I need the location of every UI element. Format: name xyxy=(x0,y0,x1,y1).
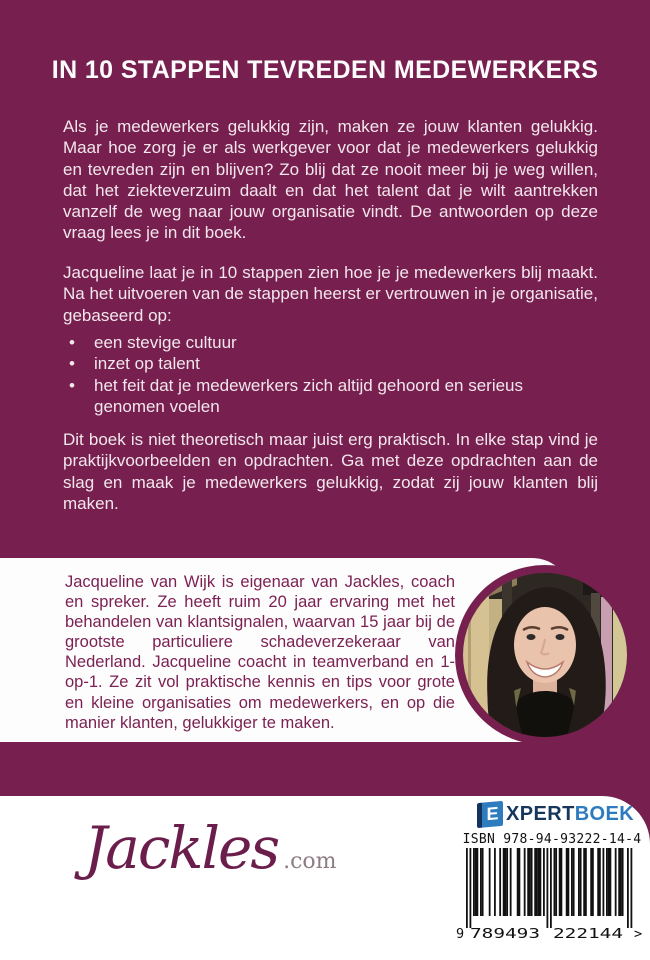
book-title: IN 10 STAPPEN TEVREDEN MEDEWERKERS xyxy=(51,56,599,84)
barcode-digit-lead: 9 xyxy=(456,926,465,942)
barcode xyxy=(456,848,648,942)
bullet-text: het feit dat je medewerkers zich altijd gehoord en serieus genomen voelen xyxy=(94,375,524,416)
barcode-group1: 789493 xyxy=(470,926,540,942)
blurb-paragraph-1: Als je medewerkers gelukkig zijn, maken ze jouw klanten gelukkig. Maar hoe zorg je er als werkgever voor dat je medewerkers gelukkig en tevreden zijn en blijven? Zo blij dat ze nooit meer bij je weg willen, dat het ziekteverzuim daalt en dat het talent dat je wilt aantrekken vanzelf de weg naar jouw organisatie vindt. De antwoorden op deze vraag lees je in dit boek. xyxy=(63,117,598,243)
bullet-text: een stevige cultuur xyxy=(94,333,237,352)
brand-logo xyxy=(84,814,337,882)
blurb-paragraph-2: Jacqueline laat je in 10 stappen zien hoe je je medewerkers blij maakt. Na het uitvoeren van de stappen heerst er vertrouwen in je organisatie, gebaseerd op: xyxy=(63,263,598,325)
bullet-list xyxy=(63,332,598,417)
isbn-text: ISBN 978-94-93222-14-4 xyxy=(462,832,642,847)
publisher-name-part1: XPERT xyxy=(506,802,575,825)
author-portrait-photo xyxy=(463,573,627,737)
publisher-name-part2: BOEK xyxy=(574,802,635,825)
barcode-bars xyxy=(466,848,632,928)
publisher-book-icon: E xyxy=(477,800,503,827)
blurb-paragraph-3: Dit boek is niet theoretisch maar juist erg praktisch. In elke stap vind je praktijkvoorbeelden en opdrachten. Ga met deze opdrachten aan de slag en maak je medewerkers gelukkig, zodat zij jouw klanten blij maken. xyxy=(63,430,598,513)
brand-name: Jackles xyxy=(84,814,279,882)
author-portrait-illustration xyxy=(463,573,627,737)
bullet-marker: • xyxy=(69,354,75,374)
bullet-item xyxy=(63,353,598,374)
footer-panel xyxy=(0,796,650,960)
bullet-marker: • xyxy=(69,333,75,352)
publisher-logo xyxy=(477,800,634,828)
brand-domain-suffix: .com xyxy=(283,849,337,874)
barcode-arrow: > xyxy=(634,926,643,942)
bullet-item xyxy=(63,332,598,353)
bullet-item xyxy=(63,375,598,418)
bullet-marker: • xyxy=(69,375,75,395)
author-bio-text: Jacqueline van Wijk is eigenaar van Jackles, coach en spreker. Ze heeft ruim 20 jaar ervaring met het behandelen van klantsignalen, waarvan 15 jaar bij de grootste particuliere schadeverzekeraar van Nederland. Jacqueline coacht in teamverband en 1-op-1. Ze zit vol praktische kennis en tips voor grote en kleine organisaties om medewerkers, en op die manier klanten, gelukkiger te maken. xyxy=(65,573,455,732)
barcode-group2: 222144 xyxy=(553,926,623,942)
bullet-text: inzet op talent xyxy=(94,354,200,374)
